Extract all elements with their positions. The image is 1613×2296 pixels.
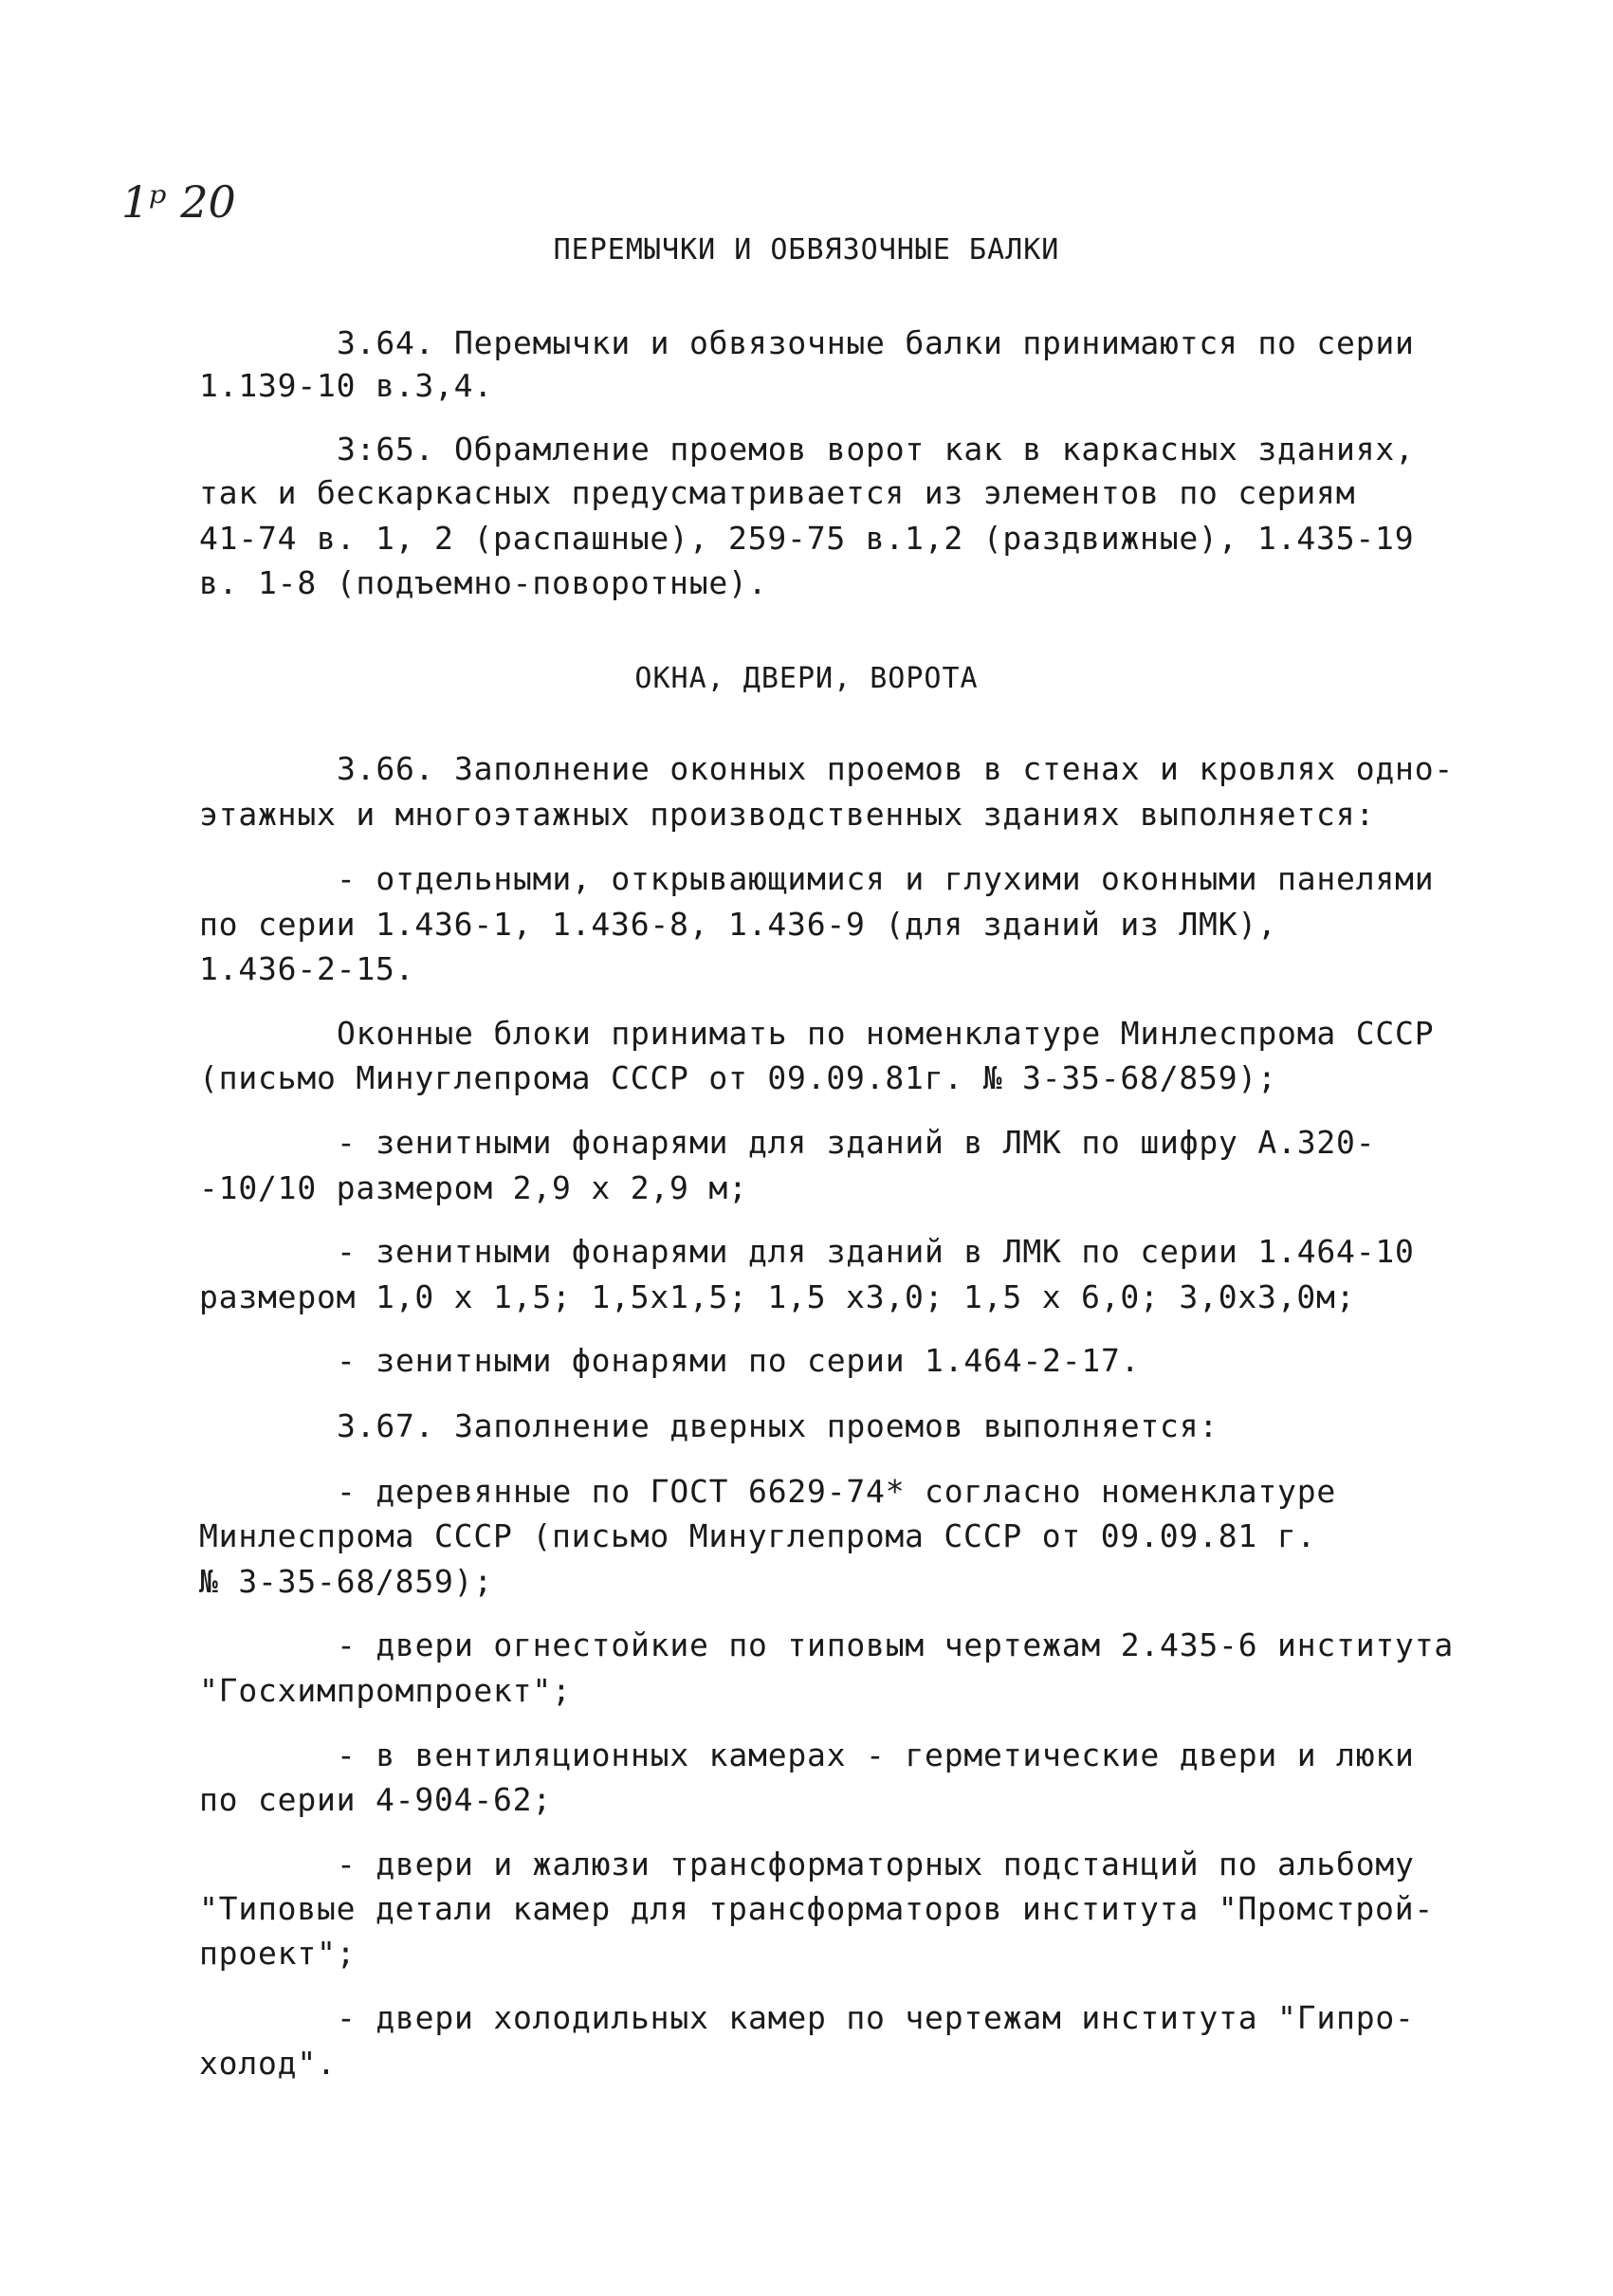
item-wooden-doors-line-3: № 3-35-68/859); xyxy=(199,1563,494,1600)
item-cold-room-doors-line-1: - двери холодильных камер по чертежам института "Гипро- xyxy=(337,1999,1415,2036)
item-skylights-1464-line-2: размером 1,0 х 1,5; 1,5х1,5; 1,5 х3,0; 1,5 х 6,0; 3,0х3,0м; xyxy=(199,1278,1356,1315)
paragraph-3-64-line-2: 1.139-10 в.3,4. xyxy=(199,367,494,404)
windows-note-line-1: Оконные блоки принимать по номенклатуре Минлеспрома СССР xyxy=(337,1015,1435,1052)
item-ventilation-doors-line-2: по серии 4-904-62; xyxy=(199,1781,553,1818)
paragraph-3-67: 3.67. Заполнение дверных проемов выполняется: xyxy=(337,1407,1219,1444)
item-skylights-a320-line-1: - зенитными фонарями для зданий в ЛМК по шифру А.320- xyxy=(337,1124,1376,1161)
paragraph-3-65-line-2: так и бескаркасных предусматривается из элементов по сериям xyxy=(199,474,1356,511)
item-ventilation-doors-line-1: - в вентиляционных камерах - герметические двери и люки xyxy=(337,1736,1415,1773)
page-number: 1ᵖ 20 xyxy=(121,176,236,228)
paragraph-3-65-line-1: 3:65. Обрамление проемов ворот как в каркасных зданиях, xyxy=(337,431,1415,468)
section-heading-lintels: ПЕРЕМЫЧКИ И ОБВЯЗОЧНЫЕ БАЛКИ xyxy=(553,233,1060,266)
section-heading-windows: ОКНА, ДВЕРИ, ВОРОТА xyxy=(634,662,979,695)
item-skylights-1464-line-1: - зенитными фонарями для зданий в ЛМК по серии 1.464-10 xyxy=(337,1233,1415,1270)
item-wooden-doors-line-2: Минлеспрома СССР (письмо Минуглепрома СССР от 09.09.81 г. xyxy=(199,1517,1317,1554)
paragraph-3-65-line-3: 41-74 в. 1, 2 (распашные), 259-75 в.1,2 (раздвижные), 1.435-19 xyxy=(199,520,1415,557)
item-panels-line-1: - отдельными, открывающимися и глухими оконными панелями xyxy=(337,860,1435,897)
item-fire-doors-line-2: "Госхимпромпроект"; xyxy=(199,1672,572,1709)
item-cold-room-doors-line-2: холод". xyxy=(199,2045,337,2082)
item-transformer-doors-line-2: "Типовые детали камер для трансформаторов института "Промстрой- xyxy=(199,1890,1435,1927)
item-fire-doors-line-1: - двери огнестойкие по типовым чертежам 2.435-6 института xyxy=(337,1626,1455,1663)
paragraph-3-65-line-4: в. 1-8 (подъемно-поворотные). xyxy=(199,564,768,601)
paragraph-3-66-line-1: 3.66. Заполнение оконных проемов в стенах и кровлях одно- xyxy=(337,750,1455,787)
paragraph-3-64-line-1: 3.64. Перемычки и обвязочные балки принимаются по серии xyxy=(337,324,1415,361)
item-skylights-a320-line-2: -10/10 размером 2,9 х 2,9 м; xyxy=(199,1169,748,1206)
item-transformer-doors-line-1: - двери и жалюзи трансформаторных подстанций по альбому xyxy=(337,1846,1415,1883)
item-skylights-1464-2-17: - зенитными фонарями по серии 1.464-2-17. xyxy=(337,1342,1141,1379)
item-transformer-doors-line-3: проект"; xyxy=(199,1935,357,1972)
item-wooden-doors-line-1: - деревянные по ГОСТ 6629-74* согласно номенклатуре xyxy=(337,1473,1337,1510)
paragraph-3-66-line-2: этажных и многоэтажных производственных зданиях выполняется: xyxy=(199,796,1376,833)
item-panels-line-3: 1.436-2-15. xyxy=(199,950,415,987)
item-panels-line-2: по серии 1.436-1, 1.436-8, 1.436-9 (для зданий из ЛМК), xyxy=(199,906,1277,943)
windows-note-line-2: (письмо Минуглепрома СССР от 09.09.81г. № 3-35-68/859); xyxy=(199,1059,1277,1096)
